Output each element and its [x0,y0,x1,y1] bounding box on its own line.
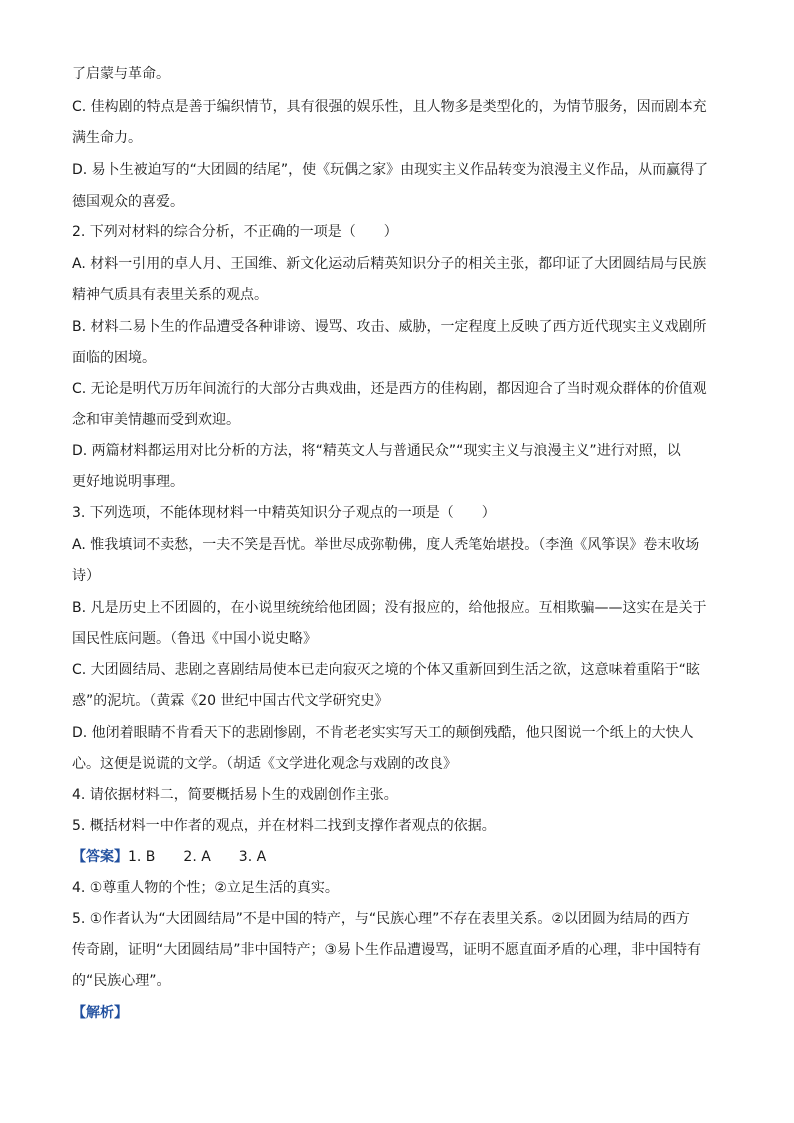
question-4: 4. 请依据材料二，简要概括易卜生的戏剧创作主张。 [72,787,398,803]
answer-5: 5. ①作者认为“大团圆结局”不是中国的特产，与“民族心理”不存在表里关系。②以团圆为结局的西方 [72,911,690,927]
answer-4: 4. ①尊重人物的个性；②立足生活的真实。 [72,880,339,896]
text-line: D. 易卜生被迫写的“大团圆的结尾”，使《玩偶之家》由现实主义作品转变为浪漫主义作品，从而赢得了 [72,162,709,178]
text-line: 面临的困境。 [72,350,156,366]
text-line: C. 佳构剧的特点是善于编织情节，具有很强的娱乐性，且人物多是类型化的，为情节服务，因而剧本充 [72,99,707,115]
text-line: C. 无论是明代万历年间流行的大部分古典戏曲，还是西方的佳构剧，都因迎合了当时观众群体的价值观 [72,381,707,397]
answer-text: 1. B 2. A 3. A [128,849,267,865]
question-5: 5. 概括材料一中作者的观点，并在材料二找到支撑作者观点的依据。 [72,818,496,834]
text-line: 精神气质具有表里关系的观点。 [72,287,268,303]
text-line: 惑”的泥坑。（黄霖《20 世纪中国古代文学研究史》 [72,693,389,709]
text-line: D. 两篇材料都运用对比分析的方法，将“精英文人与普通民众”“现实主义与浪漫主义”进行对照，以 [72,443,681,459]
text-line: 心。这便是说谎的文学。（胡适《文学进化观念与戏剧的改良》 [72,756,457,772]
text-line: 更好地说明事理。 [72,474,184,490]
text-line: B. 凡是历史上不团圆的，在小说里统统给他团圆；没有报应的，给他报应。互相欺骗——这实在是关于 [72,600,707,616]
analysis-label: 【解析】 [72,1005,128,1021]
text-line: 国民性底问题。（鲁迅《中国小说史略》 [72,631,317,647]
text-line: 满生命力。 [72,130,142,146]
text-line: 传奇剧，证明“大团圆结局”非中国特产；③易卜生作品遭谩骂，证明不愿直面矛盾的心理，非中国特有 [72,942,702,958]
text-line: A. 材料一引用的卓人月、王国维、新文化运动后精英知识分子的相关主张，都印证了大团圆结局与民族 [72,256,707,272]
text-line: 的“民族心理”。 [72,973,171,989]
text-line: 德国观众的喜爱。 [72,194,184,210]
question-2: 2. 下列对材料的综合分析，不正确的一项是（ ） [72,224,398,240]
text-line: C. 大团圆结局、悲剧之喜剧结局使本已走向寂灭之境的个体又重新回到生活之欲，这意味着重陷于“眩 [72,662,700,678]
answer-label: 【答案】 [72,849,128,865]
answer-line [72,847,266,867]
text-line: 了启蒙与革命。 [72,66,170,82]
text-line: D. 他闭着眼睛不肯看天下的悲剧惨剧，不肯老老实实写天工的颠倒残酷，他只图说一个纸上的大快人 [72,725,694,741]
question-3: 3. 下列选项，不能体现材料一中精英知识分子观点的一项是（ ） [72,505,496,521]
text-line: 诗） [72,568,100,584]
text-line: B. 材料二易卜生的作品遭受各种诽谤、谩骂、攻击、威胁，一定程度上反映了西方近代现实主义戏剧所 [72,319,707,335]
text-line: 念和审美情趣而受到欢迎。 [72,412,240,428]
text-line: A. 惟我填词不卖愁，一夫不笑是吾忧。举世尽成弥勒佛，度人秃笔始堪投。（李渔《风筝误》卷末收场 [72,537,700,553]
